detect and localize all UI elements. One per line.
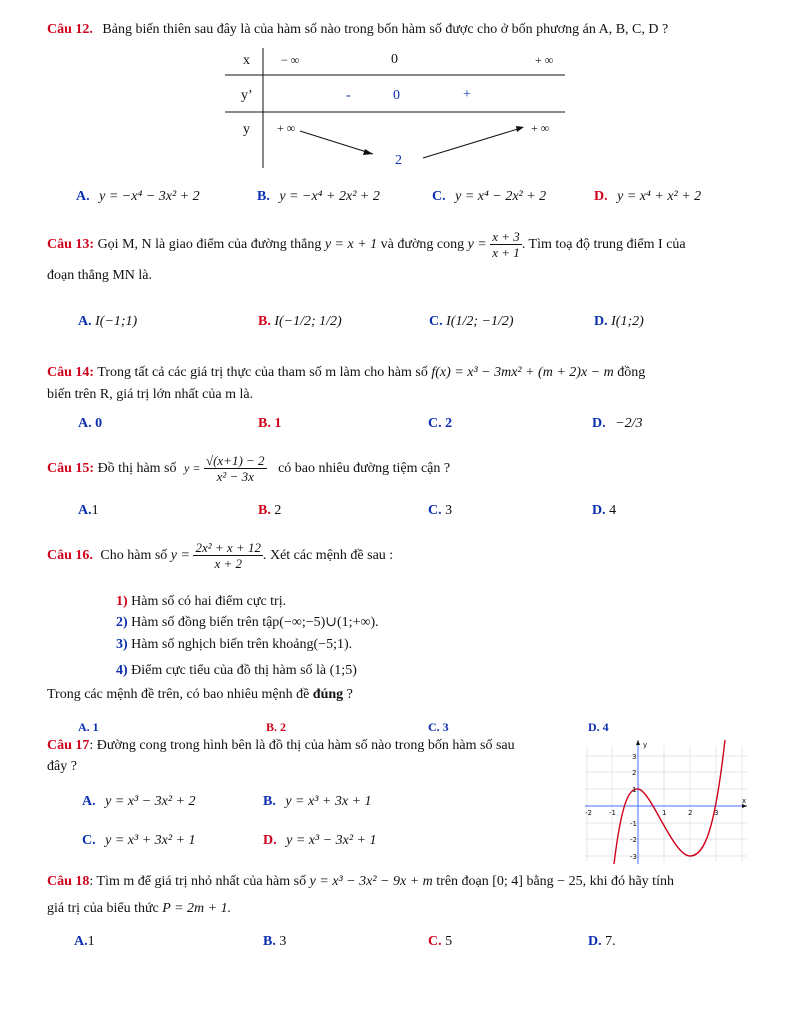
option-label: D. [594, 189, 608, 204]
q17-text1: : Đường cong trong hình bên là đồ thị của hàm số nào trong bốn hàm số sau [89, 738, 515, 753]
option-expr: y = −x⁴ − 3x² + 2 [99, 189, 200, 204]
q14-option-a[interactable] [78, 416, 102, 432]
row-x-label: x [243, 53, 250, 68]
q17-text2: đây ? [47, 759, 77, 774]
q15-text1: Đồ thị hàm số [97, 461, 177, 476]
q16-option-a[interactable] [78, 720, 99, 735]
q13-text2: và đường cong [380, 237, 465, 252]
option-label: B. [266, 720, 278, 734]
q13-option-a[interactable] [78, 314, 137, 330]
option-label: A. [76, 189, 90, 204]
option-label: C. [428, 934, 442, 949]
q16-text1: Cho hàm số [100, 548, 168, 563]
statement-num: 2) [116, 615, 128, 630]
option-label: A. [78, 503, 92, 518]
y-tick: 3 [632, 753, 637, 761]
y-left-inf: + ∞ [277, 121, 296, 135]
q18-func: y = x³ − 3x² − 9x + m [309, 874, 433, 889]
option-label: D. [594, 314, 608, 329]
option-label: C. [428, 720, 440, 734]
q18-option-b[interactable] [263, 934, 286, 950]
option-expr: I(−1/2; 1/2) [274, 314, 342, 329]
q16-text2: . Xét các mệnh đề sau : [262, 548, 394, 563]
q17-option-b[interactable] [263, 794, 372, 810]
y-tick: 1 [632, 786, 637, 794]
q17-option-d[interactable] [263, 833, 377, 849]
x-tick: -2 [585, 809, 592, 817]
q14-func: f(x) = x³ − 3mx² + (m + 2)x − m [431, 365, 614, 380]
option-label: B. [258, 314, 271, 329]
q18-text3: bằng − 25, khi đó hãy tính [526, 874, 674, 889]
q18-expr: P = 2m + 1. [162, 901, 232, 916]
frac-den: x² − 3x [216, 469, 254, 485]
q16-y-eq: y = [170, 548, 190, 563]
statement-num: 3) [116, 637, 128, 652]
row-y-label: y [243, 122, 250, 137]
q18-option-a[interactable] [74, 934, 95, 950]
q18-label: Câu 18 [47, 874, 90, 889]
y-tick: 2 [632, 769, 637, 777]
y-axis-arrow [636, 740, 640, 745]
option-label: A. [74, 934, 88, 949]
option-expr: 4 [602, 720, 609, 734]
q15-option-c[interactable] [428, 503, 452, 519]
q15-fraction [204, 453, 267, 484]
x-tick: -1 [609, 809, 616, 817]
q14-option-b[interactable] [258, 416, 281, 432]
q14-label: Câu 14: [47, 365, 95, 380]
q15-text2: có bao nhiêu đường tiệm cận ? [278, 461, 451, 476]
option-expr: 1 [274, 416, 282, 431]
option-label: D. [588, 934, 602, 949]
option-expr: y = x³ + 3x + 1 [285, 794, 372, 809]
q16-statement-3 [116, 637, 352, 653]
yp-plus: + [463, 87, 471, 102]
q17-option-c[interactable] [82, 833, 196, 849]
q12-option-c[interactable] [432, 189, 546, 205]
statement-text: Hàm số có hai điểm cực trị. [131, 594, 287, 609]
q14-text3: biến trên R, giá trị lớn nhất của m là. [47, 387, 254, 402]
frac-den: x + 2 [214, 556, 242, 572]
x-neg-inf: − ∞ [281, 53, 300, 67]
q13-text1: Gọi M, N là giao điểm của đường thẳng [97, 237, 322, 252]
q14-text1: Trong tất cả các giá trị thực của tham số m làm cho hàm số [97, 365, 428, 380]
q16-statement-4 [116, 663, 357, 679]
option-expr: 1 [92, 720, 99, 734]
q15-label: Câu 15: [47, 461, 95, 476]
option-label: A. [82, 794, 96, 809]
frac-den: x + 1 [492, 245, 520, 261]
q13-curve-fraction [490, 229, 522, 260]
x-tick: 2 [688, 809, 693, 817]
statement-text: Hàm số đồng biến trên tập(−∞;−5)∪(1;+∞). [131, 615, 379, 630]
option-expr: 4 [609, 503, 617, 518]
q15-option-a[interactable] [78, 503, 99, 519]
frac-num: 2x² + x + 12 [195, 540, 261, 556]
q12-line [47, 22, 668, 38]
option-label: B. [257, 189, 270, 204]
option-expr: 3 [279, 934, 287, 949]
q17-option-a[interactable] [82, 794, 196, 810]
option-expr: 1 [87, 934, 95, 949]
y-right-inf: + ∞ [531, 121, 550, 135]
statement-num: 1) [116, 594, 128, 609]
option-expr: I(1/2; −1/2) [446, 314, 514, 329]
q14-text2: đồng [617, 365, 646, 380]
q16-question-text: Trong các mệnh đề trên, có bao nhiêu mệnh đề [47, 687, 310, 702]
q16-option-c[interactable] [428, 720, 449, 735]
option-expr: −2/3 [615, 416, 643, 431]
row-yp-label: y’ [241, 88, 253, 103]
frac-num: √(x+1) − 2 [205, 453, 265, 469]
q16-question [47, 687, 353, 703]
q16-question-bold: đúng [312, 687, 344, 702]
y-tick: -1 [630, 820, 637, 828]
q12-option-b[interactable] [257, 189, 380, 205]
q15-line [47, 450, 450, 487]
option-label: C. [428, 503, 442, 518]
q14-option-d[interactable] [592, 416, 642, 432]
q14-option-c[interactable] [428, 416, 452, 432]
option-label: C. [428, 416, 442, 431]
q18-interval: [0; 4] [492, 874, 523, 889]
option-label: C. [429, 314, 443, 329]
cubic-curve [614, 740, 725, 864]
q18-text1: : Tìm m để giá trị nhỏ nhất của hàm số [89, 874, 307, 889]
option-expr: 3 [445, 503, 453, 518]
option-expr: I(−1;1) [95, 314, 138, 329]
q12-option-d[interactable] [594, 189, 701, 205]
option-expr: I(1;2) [611, 314, 644, 329]
option-expr: 2 [445, 416, 453, 431]
option-expr: 7. [605, 934, 616, 949]
q18-option-d[interactable] [588, 934, 616, 950]
q15-option-b[interactable] [258, 503, 281, 519]
q16-statement-2 [116, 614, 379, 631]
option-label: D. [263, 833, 277, 848]
option-expr: 2 [274, 503, 282, 518]
option-expr: 3 [442, 720, 449, 734]
x-pos-inf: + ∞ [535, 53, 554, 67]
q16-option-d[interactable] [588, 720, 609, 735]
option-label: B. [263, 934, 276, 949]
option-expr: 5 [445, 934, 453, 949]
q15-option-d[interactable] [592, 503, 616, 519]
q17-line [47, 738, 515, 754]
q16-line [47, 538, 393, 574]
y-min: 2 [395, 153, 402, 168]
option-expr: 2 [280, 720, 287, 734]
frac-num: x + 3 [492, 229, 520, 245]
q17-graph [585, 738, 750, 868]
x-tick: 1 [662, 809, 667, 817]
statement-text: Hàm số nghịch biến trên khoảng(−5;1). [131, 637, 353, 652]
y-tick: -2 [630, 836, 637, 844]
q18-text2: trên đoạn [436, 874, 489, 889]
q13-text3: . Tìm toạ độ trung điểm I của [521, 237, 686, 252]
option-label: B. [258, 503, 271, 518]
q18-line2 [47, 901, 231, 917]
q13-line-expr: y = x + 1 [324, 237, 378, 252]
graph-x-label: x [742, 797, 747, 805]
option-expr: 0 [95, 416, 103, 431]
yp-minus: - [346, 88, 351, 103]
option-label: B. [263, 794, 276, 809]
option-expr: y = x³ − 3x² + 2 [105, 794, 196, 809]
yp-zero: 0 [393, 88, 400, 103]
q13-option-c[interactable] [429, 314, 514, 330]
q16-fraction [193, 540, 262, 571]
option-label: C. [82, 833, 96, 848]
option-label: A. [78, 314, 92, 329]
x-zero: 0 [391, 52, 398, 67]
option-label: D. [592, 503, 606, 518]
q16-statement-1 [116, 594, 286, 610]
option-expr: y = x⁴ − 2x² + 2 [455, 189, 547, 204]
option-expr: 1 [91, 503, 99, 518]
y-tick: -3 [630, 853, 637, 861]
graph-y-label: y [643, 741, 648, 749]
q13-curve-y: y = [467, 237, 487, 252]
variation-table [225, 48, 565, 172]
option-expr: y = −x⁴ + 2x² + 2 [279, 189, 380, 204]
q12-text: Bảng biến thiên sau đây là của hàm số nào trong bốn hàm số được cho ở bốn phương án A, B, C, D ? [102, 22, 669, 37]
q18-option-c[interactable] [428, 934, 452, 950]
q15-y-eq: y = [184, 461, 201, 475]
x-tick: 3 [714, 809, 719, 817]
q16-question-end: ? [346, 687, 353, 702]
option-expr: y = x⁴ + x² + 2 [617, 189, 702, 204]
q18-text4: giá trị của biểu thức [47, 901, 159, 916]
option-label: A. [78, 720, 90, 734]
option-label: B. [258, 416, 271, 431]
q17-label: Câu 17 [47, 738, 90, 753]
option-expr: y = x³ + 3x² + 1 [105, 833, 196, 848]
option-label: D. [592, 416, 606, 431]
q16-option-b[interactable] [266, 720, 286, 735]
option-label: D. [588, 720, 600, 734]
q12-label: Câu 12. [47, 22, 93, 37]
q13-option-b[interactable] [258, 314, 342, 330]
statement-text: Điểm cực tiểu của đồ thị hàm số là (1;5) [131, 663, 357, 678]
q18-line [47, 874, 674, 890]
statement-num: 4) [116, 663, 128, 678]
option-expr: y = x³ − 3x² + 1 [286, 833, 377, 848]
q13-label: Câu 13: [47, 237, 95, 252]
q13-line [47, 228, 686, 262]
option-label: C. [432, 189, 446, 204]
q16-label: Câu 16. [47, 548, 93, 563]
q13-text4: đoạn thẳng MN là. [47, 268, 152, 283]
q13-option-d[interactable] [594, 314, 644, 330]
q12-option-a[interactable] [76, 189, 200, 205]
option-label: A. [78, 416, 92, 431]
q14-line [47, 365, 645, 381]
